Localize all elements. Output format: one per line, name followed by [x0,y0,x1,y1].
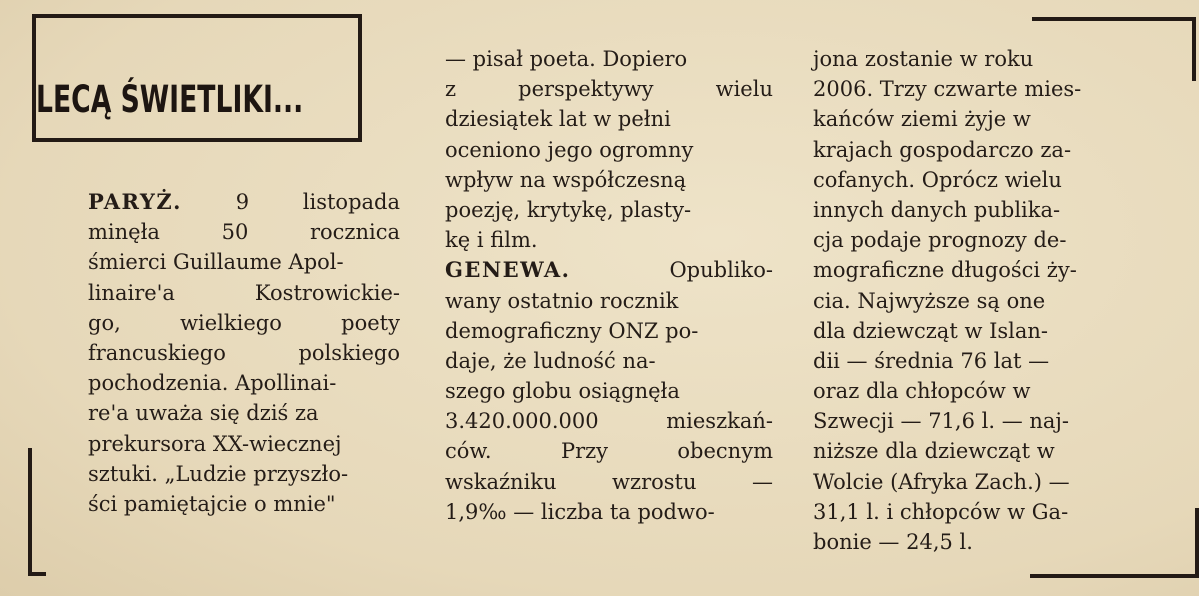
text-segment: dla dziewcząt w Islan- [813,318,1049,343]
text-line [813,346,1155,376]
text-line [813,527,1155,557]
text-segment: 9 [235,190,250,214]
text-segment: minęła [88,220,160,245]
text-line [445,165,773,195]
text-segment: — pisał poeta. Dopiero [445,47,688,71]
text-segment: demograficzny ONZ po- [445,318,699,343]
text-line [445,346,773,376]
text-segment: mograficzne długości ży- [813,258,1077,283]
text-line [445,286,773,316]
text-segment: Przy [560,439,609,464]
text-segment: pochodzenia. Apollinai- [88,371,337,396]
text-segment: kę i film. [445,228,538,253]
text-segment: niższe dla dziewcząt w [813,439,1055,464]
text-segment: Wolcie (Afryka Zach.) — [813,469,1070,494]
text-line [813,225,1155,255]
text-segment: oraz dla chłopców w [813,379,1031,404]
text-segment: linaire'a [88,280,175,305]
text-line [813,497,1155,527]
text-segment: dziesiątek lat w pełni [445,107,671,132]
text-segment: wskaźniku [445,469,557,494]
text-line [813,44,1155,74]
text-line [445,316,773,346]
text-segment: innych danych publika- [813,197,1061,222]
text-line [88,489,400,519]
text-segment: listopada [302,190,400,214]
text-segment: bonie — 24,5 l. [813,530,973,554]
text-segment: wzrostu [612,469,697,494]
text-line [445,497,773,527]
text-line [813,135,1155,165]
text-segment: ców. [445,439,492,464]
text-line [813,406,1155,436]
text-segment: re'a uważa się dziś za [88,401,319,426]
text-segment: Opubliko- [669,258,773,283]
text-line [88,217,400,247]
text-line [445,376,773,406]
text-segment: 2006. Trzy czwarte mies- [813,77,1082,102]
text-segment: ści pamiętajcie o mnie" [88,491,336,516]
text-segment: krajach gospodarczo za- [813,137,1072,162]
text-segment: 50 [221,220,249,245]
text-line [813,255,1155,285]
text-segment: z [445,77,457,102]
text-line [813,286,1155,316]
text-segment: poety [341,310,400,335]
text-line [88,278,400,308]
text-line [88,308,400,338]
text-segment: mieszkań- [666,409,773,434]
text-segment: GENEWA. [445,257,571,283]
text-line [88,187,400,217]
text-segment: prekursora XX-wiecznej [88,431,342,456]
text-line [445,44,773,74]
text-line [88,338,400,368]
text-segment: 1,9‰ — liczba ta podwo- [445,499,715,524]
text-segment: Szwecji — 71,6 l. — naj- [813,409,1070,434]
text-segment: cja podaje prognozy de- [813,228,1067,253]
text-line [88,459,400,489]
text-segment: obecnym [677,439,773,464]
text-line [813,195,1155,225]
text-segment: oceniono jego ogromny [445,137,694,162]
text-segment: jona zostanie w roku [813,47,1034,71]
text-segment: daje, że ludność na- [445,348,656,373]
text-line [813,467,1155,497]
text-segment: wany ostatnio rocznik [445,288,679,313]
frame-corner-bottom-left [28,448,46,576]
text-segment: — [752,469,773,494]
text-line [445,135,773,165]
text-segment: szego globu osiągnęła [445,379,680,404]
text-line [445,436,773,466]
text-line [445,406,773,436]
text-line [813,376,1155,406]
text-segment: cofanych. Oprócz wielu [813,167,1062,192]
text-line [813,165,1155,195]
text-segment: Kostrowickie- [254,280,400,305]
text-segment: dii — średnia 76 lat — [813,348,1050,373]
text-segment: go, [88,310,121,335]
text-segment: wielkiego [180,310,282,335]
text-line [813,74,1155,104]
text-segment: polskiego [298,340,400,365]
text-segment: wielu [715,77,773,102]
text-line [88,247,400,277]
text-segment: 3.420.000.000 [445,409,599,434]
text-segment: cia. Najwyższe są one [813,288,1046,313]
text-segment: kańców ziemi żyje w [813,107,1031,132]
text-segment: francuskiego [88,340,226,365]
headline: LECĄ ŚWIETLIKI... [36,78,304,121]
text-line [445,225,773,255]
text-line [445,195,773,225]
text-segment: rocznica [309,220,400,245]
text-line [445,467,773,497]
text-line [445,74,773,104]
text-segment: PARYŻ. [88,189,182,214]
article-column-2 [445,44,773,527]
text-segment: wpływ na współczesną [445,167,687,192]
article-column-1 [88,187,400,519]
text-line [88,429,400,459]
text-line [445,104,773,134]
text-line [813,316,1155,346]
text-line [445,255,773,285]
text-line [813,104,1155,134]
text-segment: 31,1 l. i chłopców w Ga- [813,499,1069,524]
text-segment: sztuki. „Ludzie przyszło- [88,461,349,486]
article-column-3 [813,44,1155,557]
text-line [88,398,400,428]
text-segment: poezję, krytykę, plasty- [445,197,692,222]
text-line [813,436,1155,466]
text-segment: śmierci Guillaume Apol- [88,250,344,275]
text-segment: perspektywy [518,77,654,102]
text-line [88,368,400,398]
